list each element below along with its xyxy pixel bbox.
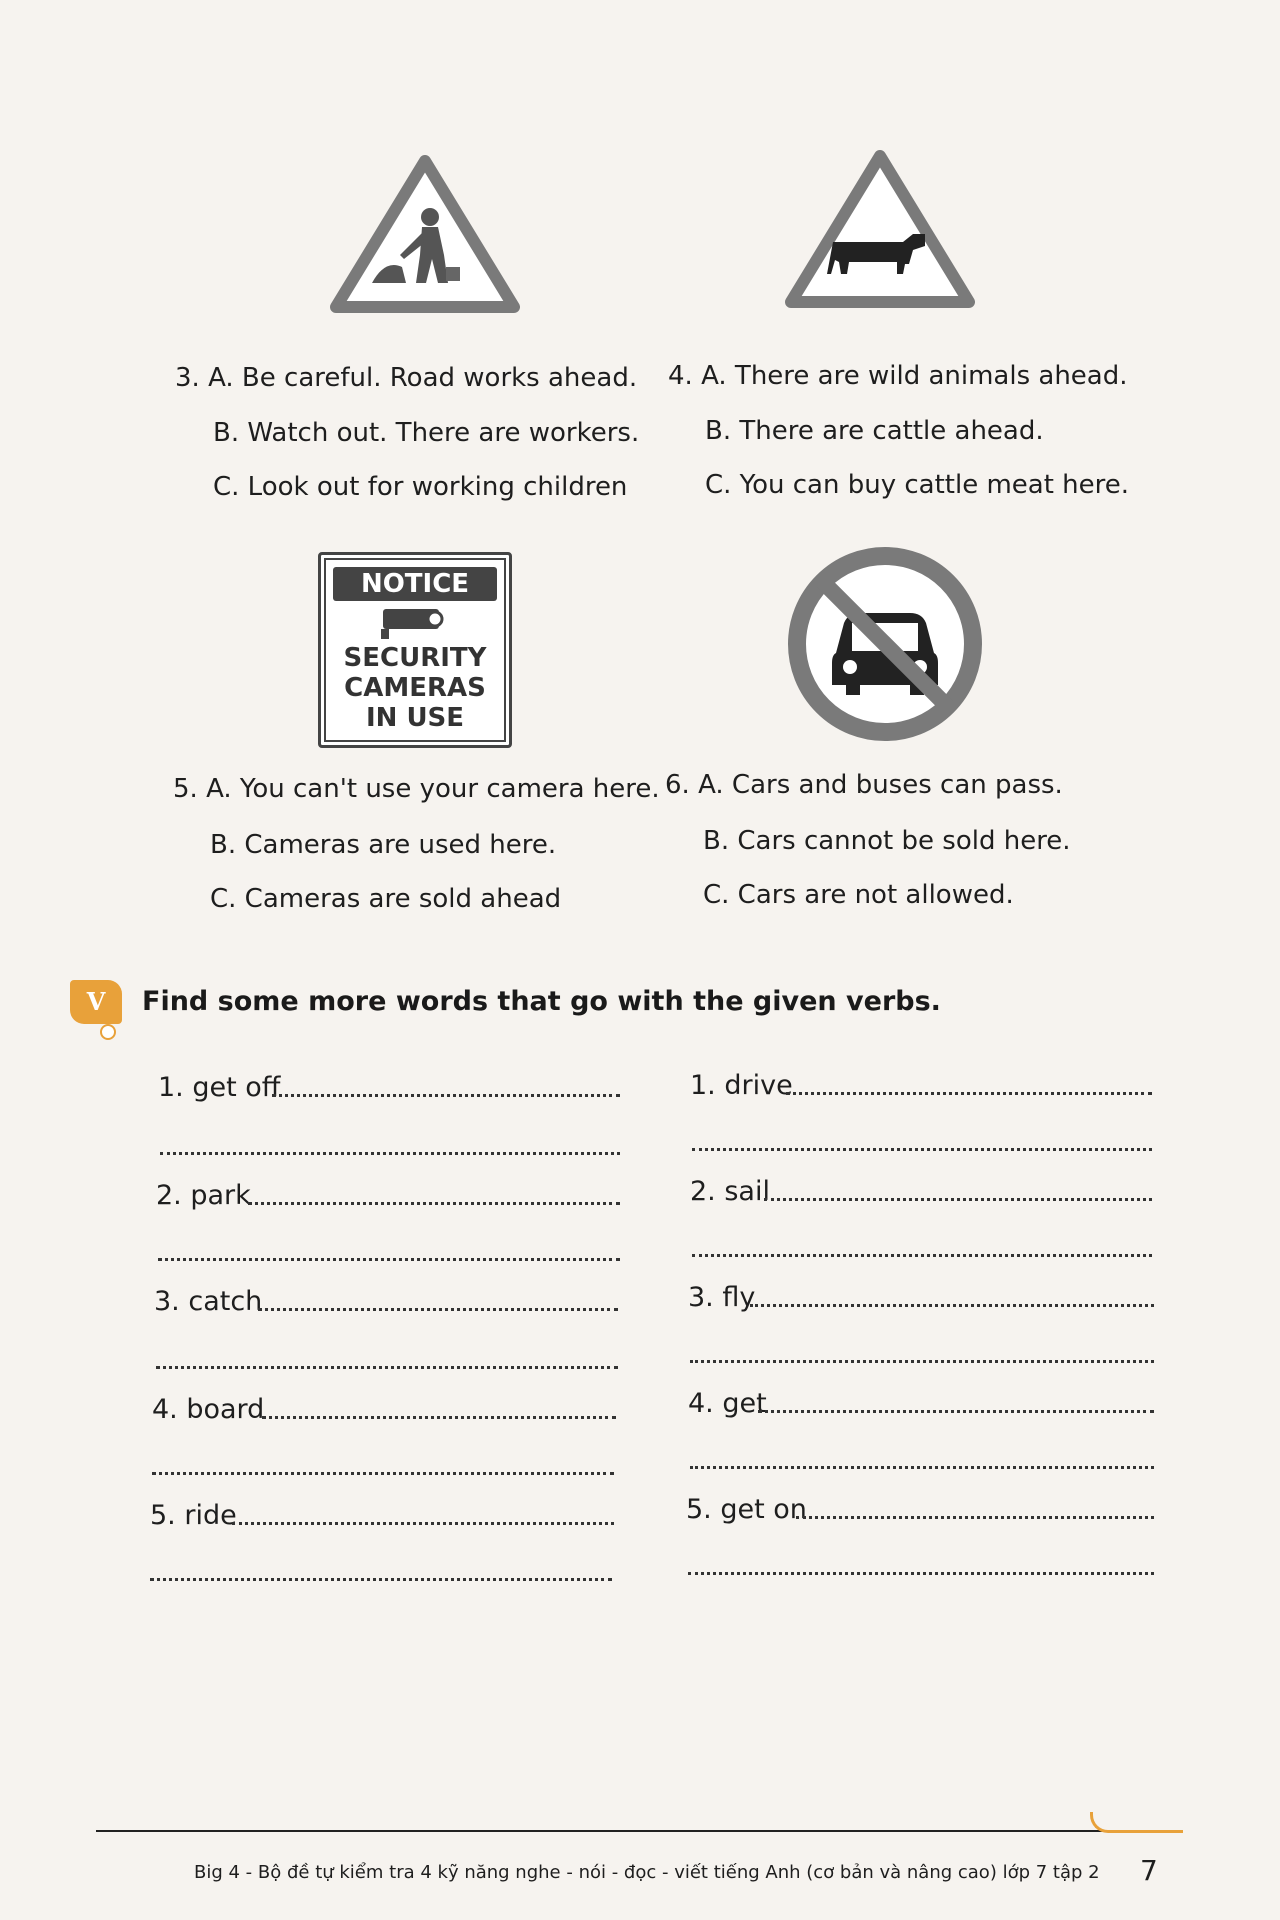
- page-number: 7: [1140, 1854, 1158, 1887]
- notice-line-3: IN USE: [365, 703, 465, 733]
- answer-line[interactable]: [688, 1572, 1154, 1575]
- question-number: 3.: [175, 363, 200, 393]
- section-badge: V: [70, 980, 122, 1024]
- question-number: 6.: [665, 770, 690, 800]
- answer-line[interactable]: [692, 1254, 1152, 1257]
- question-number: 4.: [668, 361, 693, 391]
- option-c: C. Cameras are sold ahead: [210, 884, 562, 914]
- road-works-sign-icon: [330, 155, 520, 315]
- option-b: B. Cars cannot be sold here.: [703, 826, 1071, 856]
- answer-line[interactable]: [764, 1198, 1152, 1201]
- answer-line[interactable]: [758, 1410, 1154, 1413]
- left-item-2: 2. park: [156, 1180, 251, 1211]
- notice-line-1: SECURITY: [343, 643, 487, 673]
- answer-line[interactable]: [690, 1360, 1154, 1363]
- footer-accent: [1090, 1812, 1183, 1833]
- option-b: B. There are cattle ahead.: [705, 416, 1044, 446]
- answer-line[interactable]: [796, 1516, 1154, 1519]
- option-c: C. Cars are not allowed.: [703, 880, 1014, 910]
- notice-line-2: CAMERAS: [344, 673, 486, 703]
- no-cars-sign-icon: [786, 545, 984, 743]
- right-item-4: 4. get: [688, 1388, 767, 1419]
- right-item-2: 2. sail: [690, 1176, 770, 1207]
- answer-line[interactable]: [786, 1092, 1152, 1095]
- question-4: [668, 363, 1128, 389]
- footer-rule: [96, 1830, 1176, 1832]
- question-6: [665, 772, 1063, 798]
- answer-line[interactable]: [158, 1258, 620, 1261]
- option-c: C. Look out for working children: [213, 472, 628, 502]
- cattle-sign-icon: [785, 150, 975, 310]
- answer-line[interactable]: [160, 1152, 620, 1155]
- answer-line[interactable]: [258, 1308, 618, 1311]
- left-item-5: 5. ride: [150, 1500, 237, 1531]
- answer-line[interactable]: [248, 1202, 620, 1205]
- answer-line[interactable]: [690, 1466, 1154, 1469]
- left-item-4: 4. board: [152, 1394, 265, 1425]
- option-a: A. You can't use your camera here.: [206, 774, 660, 804]
- right-item-3: 3. fly: [688, 1282, 756, 1313]
- option-b: B. Cameras are used here.: [210, 830, 557, 860]
- section-instruction: Find some more words that go with the given verbs.: [142, 986, 941, 1017]
- notice-header: NOTICE: [333, 567, 497, 601]
- answer-line[interactable]: [232, 1522, 614, 1525]
- answer-line[interactable]: [750, 1304, 1154, 1307]
- option-a: A. There are wild animals ahead.: [701, 361, 1128, 391]
- left-item-1: 1. get off: [158, 1072, 281, 1103]
- answer-line[interactable]: [150, 1578, 612, 1581]
- answer-line[interactable]: [272, 1094, 620, 1097]
- left-item-3: 3. catch: [154, 1286, 263, 1317]
- answer-line[interactable]: [156, 1366, 618, 1369]
- option-b: B. Watch out. There are workers.: [213, 418, 640, 448]
- right-item-5: 5. get on: [686, 1494, 807, 1525]
- right-item-1: 1. drive: [690, 1070, 793, 1101]
- question-number: 5.: [173, 774, 198, 804]
- answer-line[interactable]: [692, 1148, 1152, 1151]
- answer-line[interactable]: [152, 1472, 614, 1475]
- security-camera-notice-sign: [318, 552, 512, 748]
- option-a: A. Be careful. Road works ahead.: [208, 363, 638, 393]
- footer-title: Big 4 - Bộ đề tự kiểm tra 4 kỹ năng nghe - nói - đọc - viết tiếng Anh (cơ bản và nâng cao) lớp 7 tập 2: [194, 1862, 1100, 1883]
- question-3: [175, 365, 637, 391]
- answer-line[interactable]: [262, 1416, 616, 1419]
- question-5: [173, 776, 660, 802]
- camera-icon: [377, 605, 453, 639]
- option-a: A. Cars and buses can pass.: [698, 770, 1063, 800]
- worker-head: [421, 208, 439, 226]
- option-c: C. You can buy cattle meat here.: [705, 470, 1130, 500]
- badge-dot-icon: [100, 1024, 116, 1040]
